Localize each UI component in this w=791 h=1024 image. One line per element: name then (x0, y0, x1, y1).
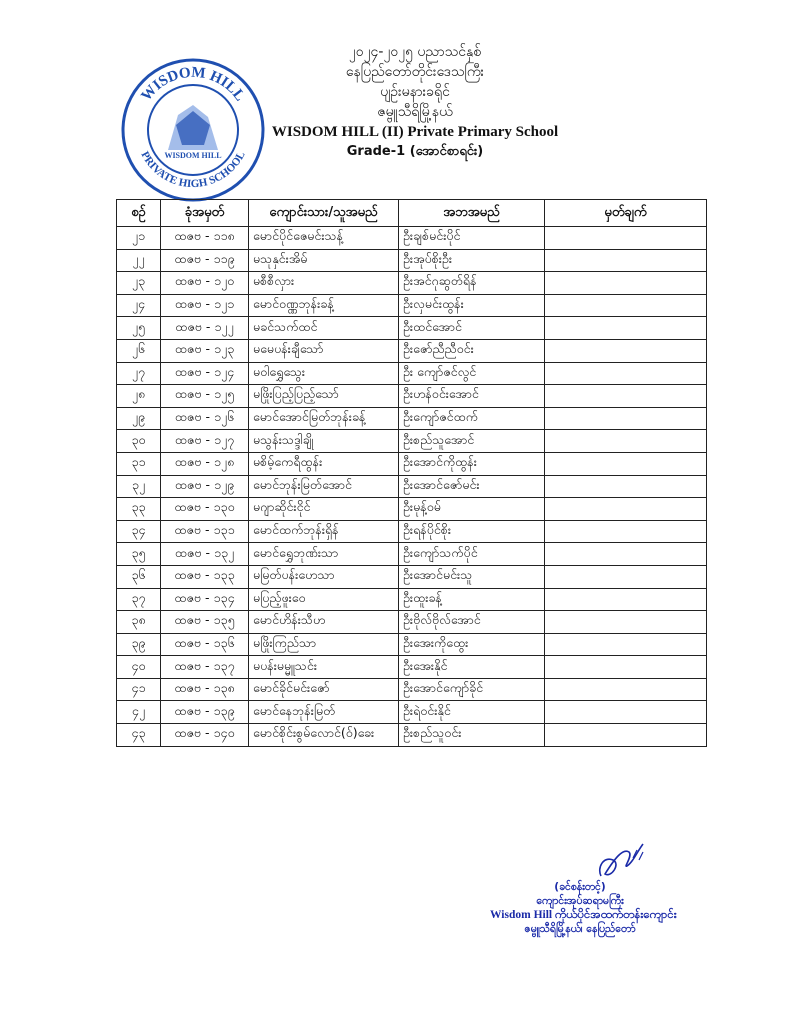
row-no: ၂၃ (117, 272, 161, 295)
row-no: ၂၄ (117, 294, 161, 317)
roll-number: ထဇဗ - ၁၂၄ (161, 362, 249, 385)
table-row (117, 475, 707, 498)
student-name: မောင်ထက်ဘုန်းရှိန် (249, 520, 399, 543)
father-name: ဦးစည်သူဝင်း (399, 724, 545, 747)
table-row (117, 565, 707, 588)
remark (545, 565, 707, 588)
father-name: ဦးထင်အောင် (399, 317, 545, 340)
father-name: ဦးအောင်မင်းသူ (399, 565, 545, 588)
roll-number: ထဇဗ - ၁၃၄ (161, 588, 249, 611)
student-name: မဖြိုးကြည်သာ (249, 633, 399, 656)
roll-number: ထဇဗ - ၁၂၂ (161, 317, 249, 340)
table-row (117, 678, 707, 701)
row-no: ၃၀ (117, 430, 161, 453)
row-no: ၂၁ (117, 227, 161, 250)
remark (545, 272, 707, 295)
student-name: မစီစီလှား (249, 272, 399, 295)
signatory-location: ဇမ္ဗူသီရိမြို့နယ်၊ နေပြည်တော် (524, 923, 636, 935)
student-name: မမေပန်းချီသော် (249, 339, 399, 362)
roll-number: ထဇဗ - ၁၁၈ (161, 227, 249, 250)
signature (593, 838, 653, 883)
student-name: မောင်ဝဏ္ဏဘုန်းခန့် (249, 294, 399, 317)
student-name: မပန်းမမ္မူသင်း (249, 656, 399, 679)
region-name: နေပြည်တော်တိုင်းဒေသကြီး (345, 64, 485, 80)
logo-top-text: WISDOM HILL (138, 64, 248, 105)
signatory-name: (ခင်စန်းတင့်) (554, 881, 606, 893)
roll-number: ထဇဗ - ၁၂၇ (161, 430, 249, 453)
student-name: မောင်ပိုင်ဇေမင်းသန့် (249, 227, 399, 250)
student-name: မောင်ဘုန်းမြတ်အောင် (249, 475, 399, 498)
roll-number: ထဇဗ - ၁၂၆ (161, 407, 249, 430)
row-no: ၃၈ (117, 611, 161, 634)
row-no: ၂၅ (117, 317, 161, 340)
student-name: မောင်စိုင်းစွမ်လောင်(ဝ်)ခေး (249, 724, 399, 747)
table-row (117, 294, 707, 317)
father-name: ဦးကျော်သက်ပိုင် (399, 543, 545, 566)
table-row (117, 543, 707, 566)
row-no: ၃၉ (117, 633, 161, 656)
table-row (117, 317, 707, 340)
table-row (117, 430, 707, 453)
remark (545, 656, 707, 679)
father-name: ဦးထူးခန့် (399, 588, 545, 611)
remark (545, 588, 707, 611)
col-header-father: အဘအမည် (399, 200, 545, 227)
table-row (117, 588, 707, 611)
remark (545, 724, 707, 747)
student-name: မခင်သက်ထင် (249, 317, 399, 340)
remark (545, 520, 707, 543)
father-name: ဦးအောင်ကိုထွန်း (399, 452, 545, 475)
student-name: မဖြိုးပြည့်ပြည့်သော် (249, 385, 399, 408)
academic-year: ၂၀၂၄-၂၀၂၅ ပညာသင်နှစ် (348, 44, 482, 60)
student-name: မောင်ခိုင်မင်းဇော် (249, 678, 399, 701)
table-row (117, 385, 707, 408)
remark (545, 227, 707, 250)
roll-number: ထဇဗ - ၁၂၉ (161, 475, 249, 498)
remark (545, 339, 707, 362)
remark (545, 385, 707, 408)
col-header-roll: ခုံအမှတ် (161, 200, 249, 227)
father-name: ဦးအေးကိုထွေး (399, 633, 545, 656)
father-name: ဦးမုန့်ဝမ် (399, 498, 545, 521)
student-name: မမြတ်ပန်းဟေသာ (249, 565, 399, 588)
row-no: ၃၃ (117, 498, 161, 521)
district-name: ပျဉ်းမနားခရိုင် (380, 84, 450, 100)
roll-number: ထဇဗ - ၁၂၃ (161, 339, 249, 362)
student-name: မောင်ရွှေဘုဏ်းသာ (249, 543, 399, 566)
student-name: မသွန်းသဒ္ဒါချို (249, 430, 399, 453)
father-name: ဦးဟန်ဝင်းအောင် (399, 385, 545, 408)
father-name: ဦးလှမင်းထွန်း (399, 294, 545, 317)
results-table (116, 199, 707, 747)
roll-number: ထဇဗ - ၁၃၅ (161, 611, 249, 634)
remark (545, 249, 707, 272)
signature-block (490, 880, 677, 936)
row-no: ၄၃ (117, 724, 161, 747)
signatory-title: ကျောင်းအုပ်ဆရာမကြီး (536, 895, 624, 907)
student-name: မောင်အောင်မြတ်ဘုန်းခန့် (249, 407, 399, 430)
table-row (117, 272, 707, 295)
row-no: ၂၉ (117, 407, 161, 430)
row-no: ၂၈ (117, 385, 161, 408)
father-name: ဦးကျော်ဇင်ထက် (399, 407, 545, 430)
row-no: ၃၆ (117, 565, 161, 588)
row-no: ၂၆ (117, 339, 161, 362)
table-row (117, 656, 707, 679)
table-row (117, 498, 707, 521)
row-no: ၂၂ (117, 249, 161, 272)
table-row (117, 633, 707, 656)
logo-bottom-text: PRIVATE HIGH SCHOOL (138, 149, 248, 191)
father-name: ဦးအောင်ဇော်မင်း (399, 475, 545, 498)
remark (545, 611, 707, 634)
roll-number: ထဇဗ - ၁၄၀ (161, 724, 249, 747)
student-name: မပြည့်ဖူးဝေ (249, 588, 399, 611)
row-no: ၃၁ (117, 452, 161, 475)
row-no: ၃၂ (117, 475, 161, 498)
remark (545, 701, 707, 724)
remark (545, 430, 707, 453)
remark (545, 633, 707, 656)
student-name: မဂျာဆိုင်းငိုင် (249, 498, 399, 521)
row-no: ၃၇ (117, 588, 161, 611)
father-name: ဦးရဲဝင်းနိုင် (399, 701, 545, 724)
table-header-row (117, 200, 707, 227)
table-row (117, 724, 707, 747)
grade-title: Grade-1 (အောင်စာရင်း) (346, 144, 484, 159)
table-row (117, 362, 707, 385)
father-name: ဦးရန်ပိုင်စိုး (399, 520, 545, 543)
col-header-remark: မှတ်ချက် (545, 200, 707, 227)
table-row (117, 611, 707, 634)
father-name: ဦးအေးနိုင် (399, 656, 545, 679)
student-name: မောင်ဟိန်းသီဟ (249, 611, 399, 634)
col-header-student: ကျောင်းသား/သူအမည် (249, 200, 399, 227)
roll-number: ထဇဗ - ၁၃၀ (161, 498, 249, 521)
father-name: ဦးချစ်မင်းပိုင် (399, 227, 545, 250)
table-row (117, 339, 707, 362)
table-row (117, 701, 707, 724)
row-no: ၃၄ (117, 520, 161, 543)
remark (545, 407, 707, 430)
roll-number: ထဇဗ - ၁၂၀ (161, 272, 249, 295)
roll-number: ထဇဗ - ၁၃၃ (161, 565, 249, 588)
remark (545, 543, 707, 566)
table-row (117, 520, 707, 543)
remark (545, 475, 707, 498)
roll-number: ထဇဗ - ၁၃၇ (161, 656, 249, 679)
col-header-no: စဉ် (117, 200, 161, 227)
father-name: ဦး ကျော်ဇင်လွင် (399, 362, 545, 385)
table-row (117, 452, 707, 475)
roll-number: ထဇဗ - ၁၂၁ (161, 294, 249, 317)
father-name: ဦးစည်သူအောင် (399, 430, 545, 453)
roll-number: ထဇဗ - ၁၃၁ (161, 520, 249, 543)
roll-number: ထဇဗ - ၁၃၆ (161, 633, 249, 656)
remark (545, 317, 707, 340)
table-row (117, 227, 707, 250)
township-name: ဇမ္ဗူသီရိမြို့နယ် (377, 104, 453, 120)
remark (545, 678, 707, 701)
logo-center-text: WISDOM HILL (164, 151, 222, 160)
row-no: ၂၇ (117, 362, 161, 385)
father-name: ဦးအင်ဂုဆွတ်ရိန် (399, 272, 545, 295)
student-name: မစိမ့်ကေရီထွန်း (249, 452, 399, 475)
father-name: ဦးအုပ်စိုးဦး (399, 249, 545, 272)
student-name: မောင်နေဘုန်းမြတ် (249, 701, 399, 724)
row-no: ၄၁ (117, 678, 161, 701)
roll-number: ထဇဗ - ၁၁၉ (161, 249, 249, 272)
row-no: ၄၀ (117, 656, 161, 679)
remark (545, 452, 707, 475)
remark (545, 498, 707, 521)
student-name: မဝါရွှေသွေး (249, 362, 399, 385)
remark (545, 294, 707, 317)
father-name: ဦးဗိုလ်ဗိုလ်အောင် (399, 611, 545, 634)
roll-number: ထဇဗ - ၁၃၈ (161, 678, 249, 701)
father-name: ဦးဇော်ညီညီဝင်း (399, 339, 545, 362)
table-row (117, 407, 707, 430)
student-name: မသုနှင်းအိမ် (249, 249, 399, 272)
roll-number: ထဇဗ - ၁၂၅ (161, 385, 249, 408)
roll-number: ထဇဗ - ၁၃၉ (161, 701, 249, 724)
roll-number: ထဇဗ - ၁၂၈ (161, 452, 249, 475)
table-row (117, 249, 707, 272)
row-no: ၄၂ (117, 701, 161, 724)
row-no: ၃၅ (117, 543, 161, 566)
school-name: WISDOM HILL (II) Private Primary School (271, 124, 559, 140)
document-header (200, 42, 630, 162)
father-name: ဦးအောင်ကျော်ခိုင် (399, 678, 545, 701)
roll-number: ထဇဗ - ၁၃၂ (161, 543, 249, 566)
remark (545, 362, 707, 385)
signatory-school: Wisdom Hill ကိုယ်ပိုင်အထက်တန်းကျောင်း (490, 909, 677, 921)
